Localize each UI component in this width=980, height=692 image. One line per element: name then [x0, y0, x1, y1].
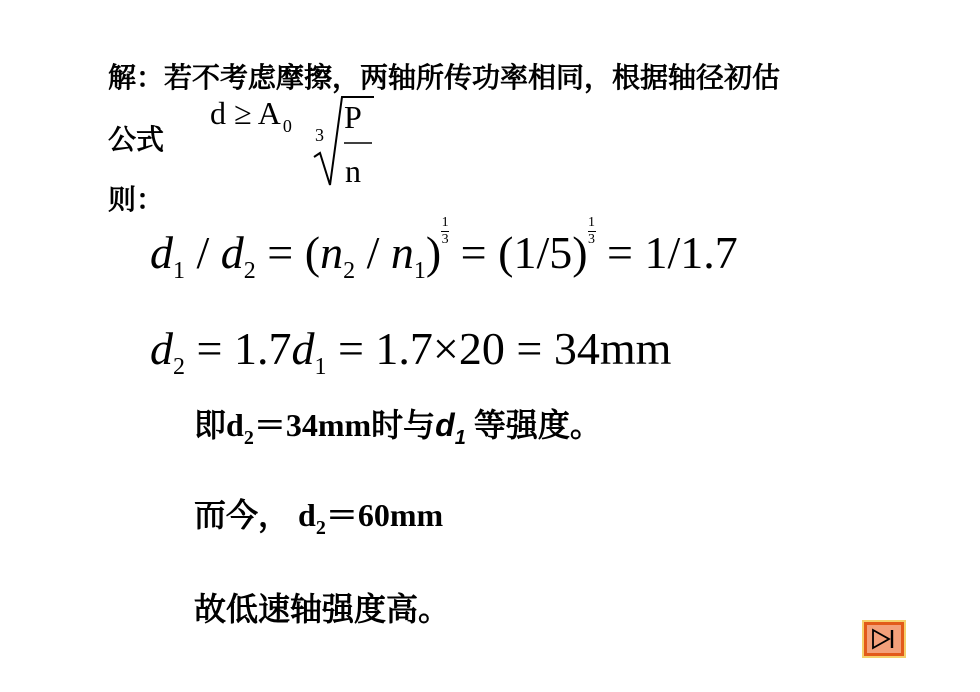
conclusion-equal-strength	[194, 400, 602, 449]
symbol-n: n	[390, 227, 414, 278]
prefix-text: 而今，	[194, 496, 291, 534]
paren: (	[304, 227, 321, 278]
subscript: 2	[315, 517, 326, 539]
formula-subscript: 0	[282, 116, 292, 136]
symbol-d: d	[291, 323, 315, 374]
exponent-fraction	[441, 216, 449, 247]
slash: /	[366, 227, 380, 278]
symbol-d: d	[150, 323, 173, 374]
equals: =	[460, 227, 487, 278]
subscript: 2	[243, 427, 254, 449]
product-expression: 1.7×20	[375, 323, 505, 374]
symbol-d: d	[220, 227, 244, 278]
root-index: 3	[315, 125, 324, 145]
paren: )	[425, 227, 442, 278]
diameter-ratio-equation	[150, 215, 738, 284]
diameter-result: 34mm	[553, 323, 672, 374]
suffix-text: 等强度。	[473, 406, 602, 444]
subscript: 1	[173, 258, 185, 284]
diameter-calculation-equation	[150, 322, 672, 380]
subscript: 2	[243, 258, 256, 284]
equals: =	[196, 323, 223, 374]
diameter-estimate-formula	[210, 95, 362, 189]
equals: =	[607, 227, 633, 278]
slash: /	[196, 227, 210, 278]
symbol-n: n	[320, 227, 344, 278]
equals: =	[516, 323, 543, 374]
subscript: 1	[454, 427, 466, 449]
formula-lhs: d ≥ A	[210, 95, 281, 131]
ratio-result: 1/1.7	[644, 227, 738, 278]
symbol-d: d	[150, 227, 173, 278]
fraction-numerator: P	[344, 99, 362, 135]
equals-value-text: ＝34mm时与	[253, 407, 436, 443]
equals: =	[267, 227, 294, 278]
exponent-denominator: 3	[441, 232, 449, 247]
exponent-numerator: 1	[441, 215, 449, 230]
equals: =	[337, 323, 364, 374]
next-slide-button[interactable]	[862, 620, 906, 658]
coefficient: 1.7	[233, 323, 292, 374]
then-label: 则：	[108, 183, 165, 216]
formula-label: 公式	[108, 123, 165, 156]
ratio-value: (1/5)	[498, 227, 588, 278]
subscript: 1	[413, 258, 426, 284]
equals-value-text: ＝60mm	[325, 497, 444, 533]
prefix-text: 即	[194, 406, 227, 444]
subscript: 1	[314, 354, 327, 380]
symbol-d: d	[226, 407, 244, 443]
exponent-denominator: 3	[588, 232, 596, 247]
symbol-d: d	[298, 497, 316, 533]
subscript: 2	[173, 354, 185, 380]
exponent-numerator: 1	[588, 215, 596, 230]
subscript: 2	[343, 258, 356, 284]
final-conclusion: 故低速轴强度高。	[194, 590, 451, 628]
solution-line-1: 解：若不考虑摩擦，两轴所传功率相同，根据轴径初估	[108, 61, 781, 94]
next-slide-icon	[867, 625, 901, 653]
symbol-d: d	[435, 407, 455, 443]
fraction-denominator: n	[345, 153, 361, 189]
exponent-fraction	[588, 216, 596, 247]
current-diameter-line	[194, 490, 444, 539]
